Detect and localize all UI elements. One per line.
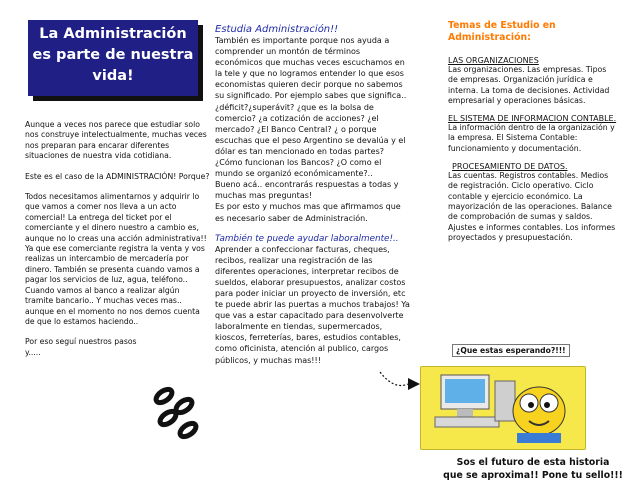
question-paragraph: Este es el caso de la ADMINISTRACIÓN! Porque? bbox=[25, 171, 210, 181]
middle-column bbox=[215, 24, 410, 366]
intro-paragraph: Aunque a veces nos parece que estudiar solo nos construye intelectualmente, muchas veces nos preparan para encarar diferentes situaciones de nuestra vida cotidiana. bbox=[25, 120, 207, 161]
topics-title: Temas de Estudio en Administración: bbox=[448, 20, 556, 43]
mascot-sticker bbox=[420, 366, 586, 450]
topic-body-data: Las cuentas. Registros contables. Medios de registración. Ciclo operativo. Ciclo contable y ejercicio económico. La mayorización de las operaciones. Balance de comprobación de sumas y saldos. Ajustes e informes contables. Los informes proyectados y presupuestación. bbox=[448, 171, 616, 242]
example-paragraph: Todos necesitamos alimentarnos y adquirir lo que vamos a comer nos lleva a un acto comercial! La entrega del ticket por el comerciante y el dinero nuestro a cambio es, aunque no lo creas una acción administrativa!! Ya que ese comerciante registra la venta y vos realizas un intercambio de mercadería por dinero. También se presenta cuando vamos a pagar los servicios de luz, agua, teléfono.. Cuando vamos al banco a realizar algún tramite bancario.. Y muchas veces mas.. aunque en el momento no nos demos cuenta de que lo estamos haciendo.. bbox=[25, 192, 207, 326]
question-box: ¿Que estas esperando?!!! bbox=[452, 344, 570, 357]
study-heading: Estudia Administración!! bbox=[215, 24, 339, 35]
closing-message: Sos el futuro de esta historia que se aproxima!! Pone tu sello!!! bbox=[443, 457, 623, 481]
page-title: La Administración es parte de nuestra vida! bbox=[28, 20, 198, 96]
topic-heading-data: PROCESAMIENTO DE DATOS. bbox=[452, 162, 568, 172]
left-column bbox=[25, 120, 210, 368]
footprints-icon bbox=[148, 386, 206, 442]
work-heading: También te puede ayudar laboralmente!.. bbox=[215, 233, 399, 244]
topic-body-accounting: La información dentro de la organización y la empresa. El Sistema Contable: funcionamiento y documentación. bbox=[448, 123, 615, 153]
work-body: Aprender a confeccionar facturas, cheques, recibos, realizar una registración de las diferentes operaciones, interpretar recibos de sueldos, elaborar presupuestos, analizar costos para poder iniciar un proyecto de inversión, etc te puede abrir las puertas a muchos trabajos! Ya que vas a estar capacitado para desenvolverte laboralmente en tiendas, supermercados, kioscos, ferreterías, bares, estudios contables, como oficinista, atención al publico, cargos públicos, y muchas mas!!! bbox=[215, 244, 410, 365]
right-column bbox=[448, 20, 618, 251]
topic-heading-organizations: LAS ORGANIZACIONES bbox=[448, 56, 539, 65]
topic-heading-accounting: EL SISTEMA DE INFORMACION CONTABLE. bbox=[448, 114, 617, 124]
study-body: También es importante porque nos ayuda a comprender un montón de términos económicos que muchas veces escuchamos en la tele y que no logramos entender lo que esos economistas quieren decir porque no sabemos su significado. Por ejemplo sabes que significa.. ¿déficit?¿superávit? ¿que es la bolsa de comercio? ¿a cotización de acciones? ¿el mercado? ¿El Banco Central? ¿ o porque escuchas que el peso Argentino se devalúa y el dólar es tan mencionado en todas partes?¿Cómo funcionan los Bancos? ¿O como el mundo se organizó económicamente?.. Bueno acá.. encontrarás respuestas a todas y muchas mas preguntas! Es por esto y muchos mas que afirmamos que es necesario saber de Administración. bbox=[215, 36, 407, 223]
topic-body-organizations: Las organizaciones. Las empresas. Tipos de empresas. Organización jurídica e interna. La toma de decisiones. Actividad empresarial y operaciones básicas. bbox=[448, 65, 610, 105]
arrow-icon bbox=[378, 366, 422, 396]
closing-paragraph: Por eso seguí nuestros pasos y..... bbox=[25, 337, 137, 357]
mascot-illustration-icon bbox=[421, 367, 585, 449]
